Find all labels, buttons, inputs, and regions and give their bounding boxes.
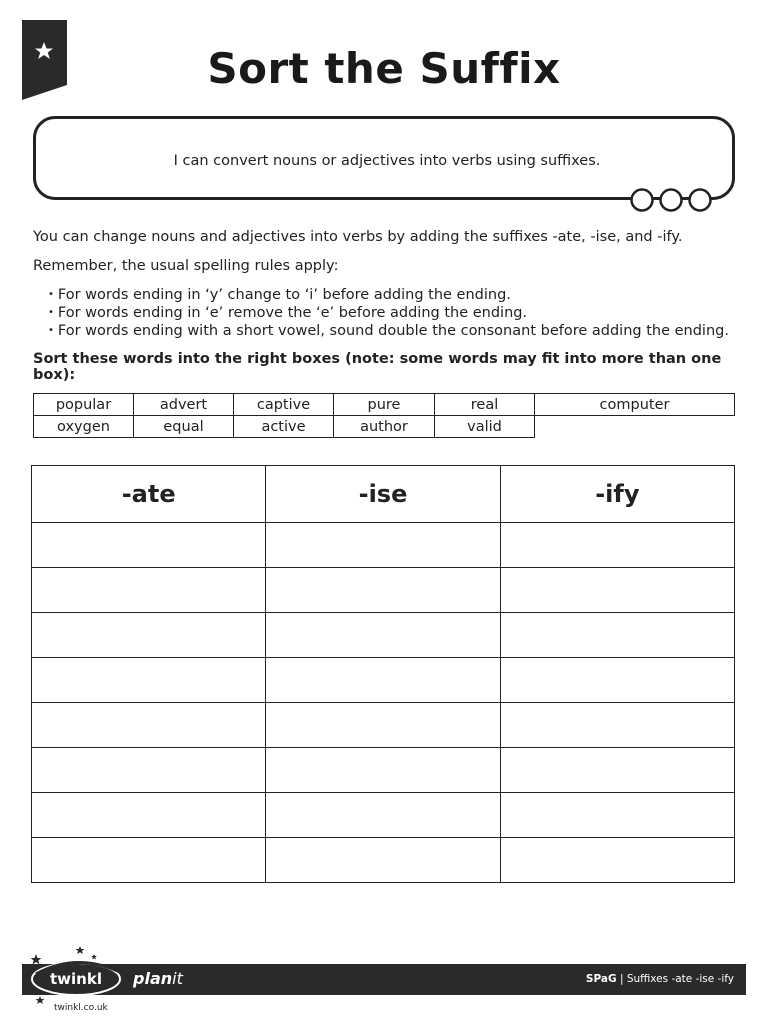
table-row (32, 568, 735, 613)
word-cell: captive (234, 394, 334, 416)
answer-cell[interactable] (266, 748, 500, 793)
spelling-rules-intro: Remember, the usual spelling rules apply: (33, 258, 339, 274)
column-header-ise: -ise (266, 466, 500, 523)
answer-cell[interactable] (32, 568, 266, 613)
answer-cell[interactable] (266, 793, 500, 838)
answer-cell[interactable] (266, 658, 500, 703)
table-row (32, 658, 735, 703)
table-row (32, 748, 735, 793)
table-row (32, 838, 735, 883)
answer-cell[interactable] (266, 703, 500, 748)
column-header-ate: -ate (32, 466, 266, 523)
twinkl-url: twinkl.co.uk (54, 1003, 108, 1013)
planit-brand (133, 969, 183, 988)
three-circles-decoration (628, 186, 716, 214)
answer-cell[interactable] (500, 523, 734, 568)
word-cell: computer (535, 394, 735, 416)
answer-cell[interactable] (32, 658, 266, 703)
answer-cell[interactable] (500, 658, 734, 703)
answer-cell[interactable] (266, 568, 500, 613)
answer-cell[interactable] (32, 793, 266, 838)
footer-topic (586, 973, 734, 985)
table-row (32, 613, 735, 658)
rule-item: • For words ending in ‘y’ change to ‘i’ before adding the ending. (48, 286, 729, 304)
topic-label: | Suffixes -ate -ise -ify (619, 973, 734, 985)
word-cell: popular (34, 394, 134, 416)
answer-cell[interactable] (266, 613, 500, 658)
answer-cell[interactable] (500, 748, 734, 793)
intro-text: You can change nouns and adjectives into verbs by adding the suffixes -ate, -ise, and -ify. (33, 229, 683, 245)
word-cell: oxygen (34, 416, 134, 438)
empty-cell (535, 416, 735, 438)
column-header-ify: -ify (500, 466, 734, 523)
word-cell: valid (435, 416, 535, 438)
word-bank-row (34, 394, 735, 416)
answer-cell[interactable] (500, 568, 734, 613)
brand-text: plan (133, 969, 173, 988)
learning-objective: I can convert nouns or adjectives into verbs using suffixes. (173, 153, 601, 169)
spelling-rules-list (48, 286, 729, 340)
word-cell: author (334, 416, 435, 438)
rule-item: • For words ending with a short vowel, sound double the consonant before adding the ending. (48, 322, 729, 340)
word-cell: advert (134, 394, 234, 416)
word-cell: active (234, 416, 334, 438)
word-cell: real (435, 394, 535, 416)
answer-cell[interactable] (32, 748, 266, 793)
logo-text: twinkl (50, 970, 102, 988)
answer-cell[interactable] (500, 793, 734, 838)
sort-table-header (32, 466, 735, 523)
sort-instruction: Sort these words into the right boxes (note: some words may fit into more than one box): (33, 351, 722, 383)
answer-cell[interactable] (500, 613, 734, 658)
rule-item: • For words ending in ‘e’ remove the ‘e’ before adding the ending. (48, 304, 729, 322)
sort-table (31, 465, 735, 883)
answer-cell[interactable] (32, 703, 266, 748)
answer-cell[interactable] (32, 838, 266, 883)
answer-cell[interactable] (32, 523, 266, 568)
page-title: Sort the Suffix (207, 44, 561, 93)
word-bank-row (34, 416, 735, 438)
answer-cell[interactable] (266, 838, 500, 883)
word-cell: equal (134, 416, 234, 438)
answer-cell[interactable] (500, 838, 734, 883)
subject-label: SPaG (585, 973, 617, 985)
answer-cell[interactable] (266, 523, 500, 568)
table-row (32, 793, 735, 838)
answer-cell[interactable] (500, 703, 734, 748)
word-bank (33, 393, 735, 438)
table-row (32, 523, 735, 568)
word-cell: pure (334, 394, 435, 416)
answer-cell[interactable] (32, 613, 266, 658)
brand-suffix: it (172, 969, 183, 988)
table-row (32, 703, 735, 748)
